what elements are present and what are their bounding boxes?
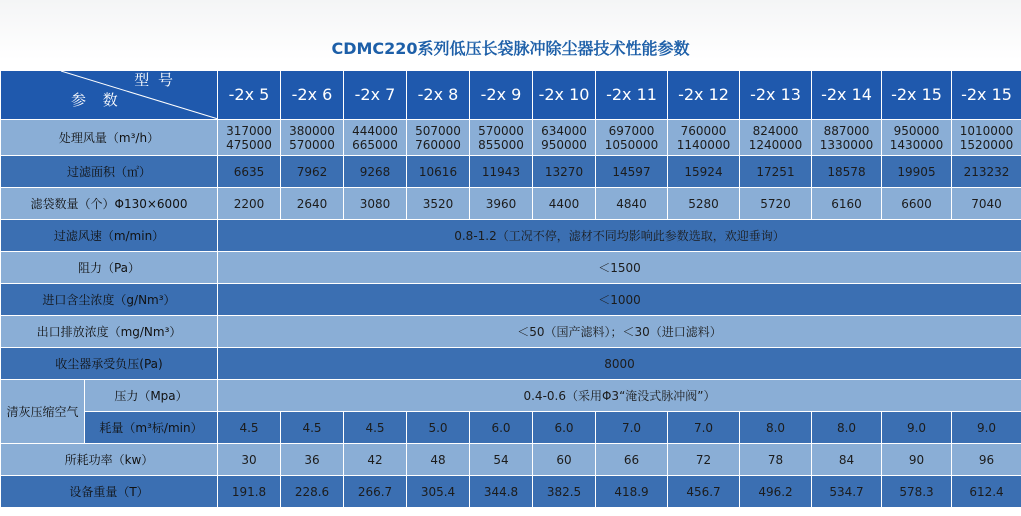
air-volume-min: 1010000 [959,123,1014,138]
power-cell: 42 [344,444,407,476]
filter-area-cell: 7962 [281,156,344,188]
air-volume-max: 1430000 [889,137,944,152]
corner-model-label: 型 号 [134,71,175,89]
air-volume-min: 824000 [752,123,799,138]
air-volume-max: 475000 [226,137,272,152]
row-label: 收尘器承受负压(Pa) [1,348,218,380]
air-volume-max: 855000 [478,137,524,152]
consumption-cell: 5.0 [407,412,470,444]
bag-count-cell: 2200 [218,188,281,220]
bag-count-cell: 2640 [281,188,344,220]
air-volume-max: 1520000 [959,137,1014,152]
weight-cell: 456.7 [668,476,740,508]
bag-count-cell: 5280 [668,188,740,220]
weight-cell: 496.2 [740,476,812,508]
row-group-label: 清灰压缩空气 [1,380,85,444]
row-compressed-air-consumption [1,412,1021,444]
air-volume-cell [596,120,668,156]
model-header-cell: -2x 14 [812,71,882,120]
row-label: 处理风量（m³/h） [1,120,218,156]
model-header-cell: -2x 5 [218,71,281,120]
air-volume-max: 1330000 [819,137,874,152]
air-volume-max: 760000 [415,137,461,152]
air-volume-min: 507000 [415,123,461,138]
filter-area-cell: 9268 [344,156,407,188]
row-label: 耗量（m³标/min） [85,412,218,444]
air-volume-max: 1240000 [748,137,803,152]
model-header-cell: -2x 7 [344,71,407,120]
consumption-cell: 9.0 [952,412,1021,444]
bag-count-cell: 3080 [344,188,407,220]
air-volume-max: 950000 [541,137,587,152]
weight-cell: 191.8 [218,476,281,508]
filter-area-cell: 14597 [596,156,668,188]
weight-cell: 534.7 [812,476,882,508]
weight-cell: 578.3 [882,476,952,508]
row-resistance [1,252,1021,284]
air-volume-min: 887000 [823,123,870,138]
model-header-cell: -2x 13 [740,71,812,120]
power-cell: 48 [407,444,470,476]
row-negative-pressure [1,348,1021,380]
air-volume-max: 1050000 [604,137,659,152]
air-volume-cell [407,120,470,156]
consumption-cell: 8.0 [812,412,882,444]
row-label: 过滤风速（m/min） [1,220,218,252]
row-label: 出口排放浓度（mg/Nm³） [1,316,218,348]
bag-count-cell: 6600 [882,188,952,220]
bag-count-cell: 4400 [533,188,596,220]
air-volume-cell [740,120,812,156]
row-label: 阻力（Pa） [1,252,218,284]
row-filter-area [1,156,1021,188]
row-air-volume [1,120,1021,156]
air-volume-max: 570000 [289,137,335,152]
power-cell: 78 [740,444,812,476]
filter-area-cell: 13270 [533,156,596,188]
model-header-cell: -2x 6 [281,71,344,120]
corner-param-label: 参 数 [71,91,124,109]
power-cell: 84 [812,444,882,476]
model-header-cell: -2x 9 [470,71,533,120]
span-value: ＜1000 [218,284,1021,316]
row-label: 所耗功率（kw） [1,444,218,476]
weight-cell: 612.4 [952,476,1021,508]
row-compressed-air-pressure [1,380,1021,412]
weight-cell: 382.5 [533,476,596,508]
model-header-cell: -2x 11 [596,71,668,120]
consumption-cell: 6.0 [470,412,533,444]
air-volume-min: 634000 [541,123,587,138]
bag-count-cell: 4840 [596,188,668,220]
span-value: ＜1500 [218,252,1021,284]
span-value: ＜50（国产滤料）；＜30（进口滤料） [218,316,1021,348]
filter-area-cell: 18578 [812,156,882,188]
row-label: 过滤面积（㎡） [1,156,218,188]
air-volume-cell [470,120,533,156]
row-label: 设备重量（T） [1,476,218,508]
consumption-cell: 4.5 [281,412,344,444]
air-volume-min: 380000 [289,123,335,138]
row-filter-velocity [1,220,1021,252]
air-volume-cell [882,120,952,156]
air-volume-cell [218,120,281,156]
air-volume-min: 760000 [680,123,727,138]
power-cell: 36 [281,444,344,476]
header-corner-cell [1,71,218,120]
filter-area-cell: 15924 [668,156,740,188]
row-label: 压力（Mpa） [85,380,218,412]
power-cell: 60 [533,444,596,476]
spec-table [0,70,1021,508]
row-outlet-emission [1,316,1021,348]
filter-area-cell: 17251 [740,156,812,188]
bag-count-cell: 7040 [952,188,1021,220]
air-volume-min: 570000 [478,123,524,138]
consumption-cell: 9.0 [882,412,952,444]
power-cell: 90 [882,444,952,476]
model-header-cell: -2x 8 [407,71,470,120]
row-label: 滤袋数量（个）Φ130×6000 [1,188,218,220]
weight-cell: 305.4 [407,476,470,508]
weight-cell: 266.7 [344,476,407,508]
air-volume-cell [533,120,596,156]
bag-count-cell: 3960 [470,188,533,220]
air-volume-cell [281,120,344,156]
model-header-cell: -2x 15 [952,71,1021,120]
header-row [1,71,1021,120]
row-power [1,444,1021,476]
model-header-cell: -2x 10 [533,71,596,120]
air-volume-min: 950000 [893,123,940,138]
power-cell: 72 [668,444,740,476]
row-weight [1,476,1021,508]
power-cell: 54 [470,444,533,476]
weight-cell: 228.6 [281,476,344,508]
filter-area-cell: 213232 [952,156,1021,188]
filter-area-cell: 19905 [882,156,952,188]
consumption-cell: 8.0 [740,412,812,444]
air-volume-max: 1140000 [676,137,731,152]
consumption-cell: 4.5 [344,412,407,444]
consumption-cell: 7.0 [668,412,740,444]
consumption-cell: 4.5 [218,412,281,444]
span-value: 0.4-0.6（采用Φ3“淹没式脉冲阀”） [218,380,1021,412]
row-bag-count [1,188,1021,220]
air-volume-cell [952,120,1021,156]
row-label: 进口含尘浓度（g/Nm³） [1,284,218,316]
air-volume-cell [668,120,740,156]
air-volume-max: 665000 [352,137,398,152]
weight-cell: 418.9 [596,476,668,508]
bag-count-cell: 6160 [812,188,882,220]
row-inlet-dust [1,284,1021,316]
power-cell: 96 [952,444,1021,476]
filter-area-cell: 10616 [407,156,470,188]
air-volume-min: 444000 [352,123,398,138]
power-cell: 30 [218,444,281,476]
bag-count-cell: 3520 [407,188,470,220]
spec-table-body [1,71,1021,508]
consumption-cell: 7.0 [596,412,668,444]
air-volume-min: 317000 [226,123,272,138]
model-header-cell: -2x 15 [882,71,952,120]
power-cell: 66 [596,444,668,476]
filter-area-cell: 6635 [218,156,281,188]
air-volume-min: 697000 [608,123,655,138]
air-volume-cell [812,120,882,156]
filter-area-cell: 11943 [470,156,533,188]
span-value: 0.8-1.2（工况不停，滤材不同均影响此参数选取，欢迎垂询） [218,220,1021,252]
weight-cell: 344.8 [470,476,533,508]
air-volume-cell [344,120,407,156]
bag-count-cell: 5720 [740,188,812,220]
page-title: CDMC220系列低压长袋脉冲除尘器技术性能参数 [331,39,690,58]
model-header-cell: -2x 12 [668,71,740,120]
span-value: 8000 [218,348,1021,380]
consumption-cell: 6.0 [533,412,596,444]
